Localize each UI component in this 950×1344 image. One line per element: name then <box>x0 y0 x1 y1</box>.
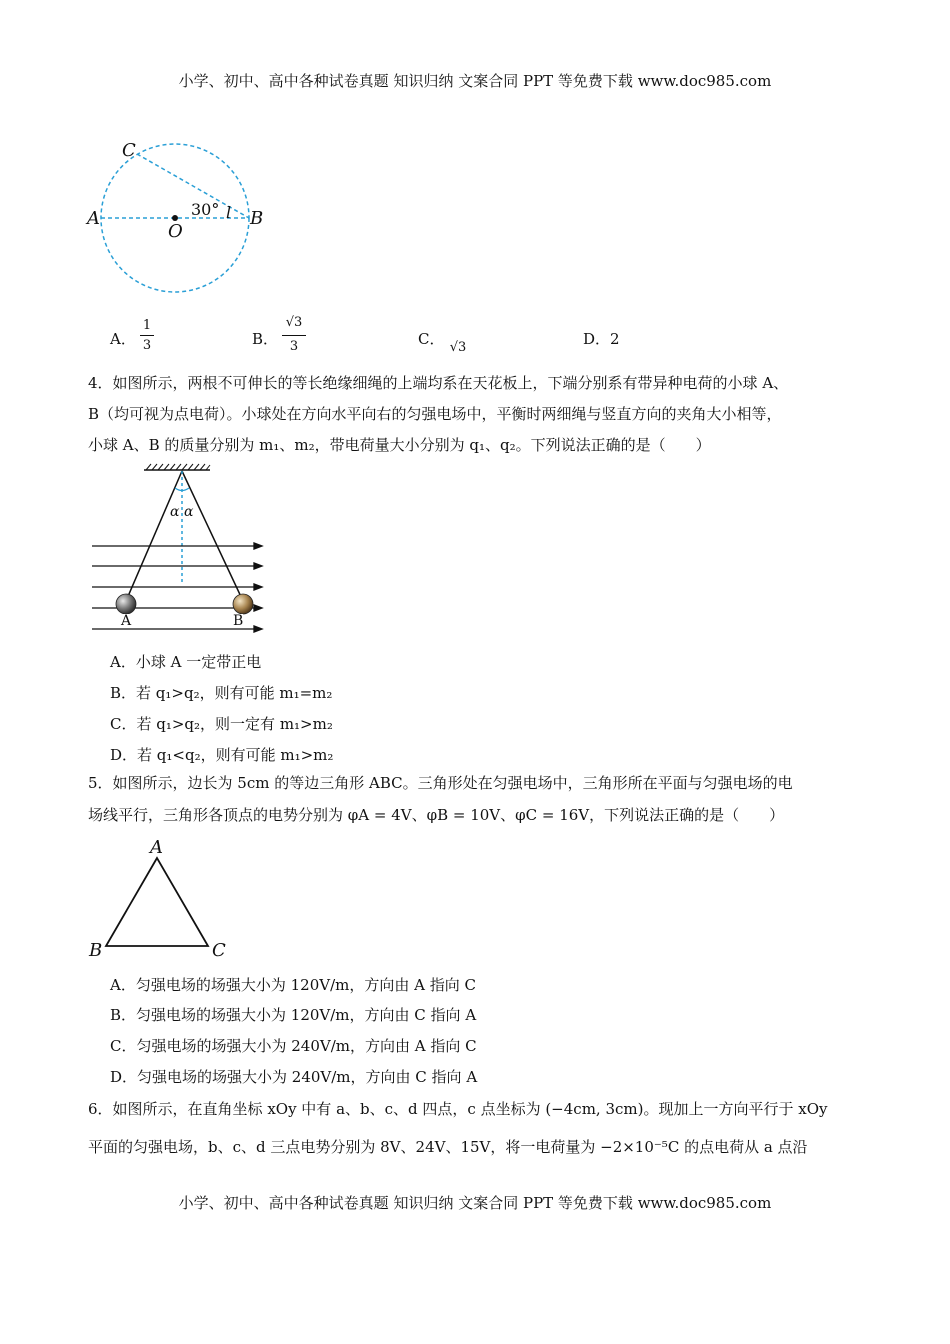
q4-option-c: C．若 q₁>q₂，则一定有 m₁>m₂ <box>110 715 333 733</box>
q4-line-1: 4．如图所示，两根不可伸长的等长绝缘细绳的上端均系在天花板上，下端分别系有带异种电荷的小球 A、 <box>88 374 789 392</box>
circle-figure <box>100 140 260 300</box>
q3-option-a-bar <box>140 335 154 336</box>
page-footer: 小学、初中、高中各种试卷真题 知识归纳 文案合同 PPT 等免费下载 www.doc985.com <box>178 1194 772 1212</box>
page-header: 小学、初中、高中各种试卷真题 知识归纳 文案合同 PPT 等免费下载 www.doc985.com <box>178 72 772 90</box>
q3-option-b-label: B． <box>252 330 279 348</box>
q5-option-b: B．匀强电场的场强大小为 120V/m，方向由 C 指向 A <box>110 1006 477 1024</box>
triangle-abc <box>106 858 208 946</box>
q3-option-d: D．2 <box>583 330 620 348</box>
ball-b <box>233 594 253 614</box>
q4-option-b: B．若 q₁>q₂，则有可能 m₁=m₂ <box>110 684 333 702</box>
q4-line-2: B（均可视为点电荷）。小球处在方向水平向右的匀强电场中，平衡时两细绳与竖直方向的夹角大小相等， <box>88 405 782 423</box>
q3-option-b-den: 3 <box>289 339 299 354</box>
q6-line-2: 平面的匀强电场，b、c、d 三点电势分别为 8V、24V、15V，将一电荷量为 −2×10⁻⁵C 的点电荷从 a 点沿 <box>88 1138 808 1156</box>
string-a <box>126 471 182 601</box>
angle-label: 30° <box>191 200 220 219</box>
q3-option-b-bar <box>282 335 306 336</box>
q5-line-2: 场线平行，三角形各顶点的电势分别为 φA = 4V、φB = 10V、φC = 16V，下列说法正确的是（ ） <box>88 806 785 824</box>
q3-option-c-val: √3 <box>449 340 467 355</box>
q3-option-a-num: 1 <box>142 318 152 333</box>
length-label: l <box>226 203 232 222</box>
q5-line-1: 5．如图所示，边长为 5cm 的等边三角形 ABC。三角形处在匀强电场中，三角形所在平面与匀强电场的电 <box>88 774 793 792</box>
triangle-label-b: B <box>89 940 103 961</box>
triangle-label-a: A <box>150 837 163 858</box>
q4-option-d: D．若 q₁<q₂，则有可能 m₁>m₂ <box>110 746 334 764</box>
ball-a-label: A <box>121 613 132 629</box>
label-B: B <box>250 208 264 229</box>
ball-a <box>116 594 136 614</box>
alpha-left: α <box>170 504 180 520</box>
q3-option-a-label: A． <box>110 330 136 348</box>
string-b <box>182 471 243 601</box>
label-O: O <box>168 221 183 242</box>
q5-option-c: C．匀强电场的场强大小为 240V/m，方向由 A 指向 C <box>110 1037 477 1055</box>
triangle-figure <box>100 855 220 955</box>
label-C: C <box>122 140 136 161</box>
triangle-label-c: C <box>212 940 226 961</box>
q5-option-d: D．匀强电场的场强大小为 240V/m，方向由 C 指向 A <box>110 1068 478 1086</box>
q4-line-3: 小球 A、B 的质量分别为 m₁、m₂，带电荷量大小分别为 q₁、q₂。下列说法正确的是（ ） <box>88 436 711 454</box>
ball-b-label: B <box>233 613 244 629</box>
q5-option-a: A．匀强电场的场强大小为 120V/m，方向由 A 指向 C <box>110 976 476 994</box>
q6-line-1: 6．如图所示，在直角坐标 xOy 中有 a、b、c、d 四点，c 点坐标为 (−4cm, 3cm)。现加上一方向平行于 xOy <box>88 1100 828 1118</box>
q4-option-a: A．小球 A 一定带正电 <box>110 653 262 671</box>
q3-option-a-den: 3 <box>142 338 152 353</box>
label-A: A <box>87 208 100 229</box>
q3-option-b-num: √3 <box>285 315 303 330</box>
pendulum-figure <box>92 463 272 633</box>
q3-option-c-label: C． <box>418 330 445 348</box>
alpha-right: α <box>184 504 194 520</box>
